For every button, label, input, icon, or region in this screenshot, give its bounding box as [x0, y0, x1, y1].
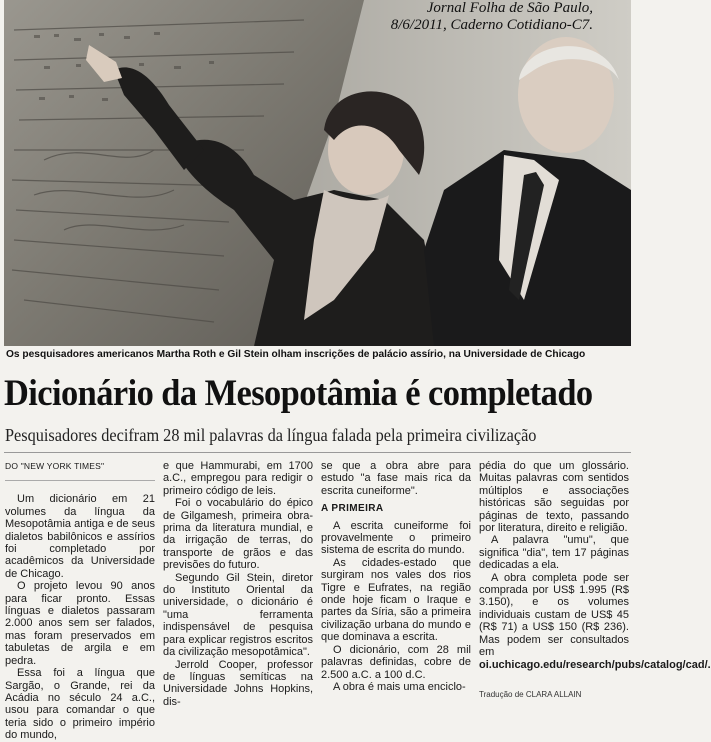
- source-line-1: Jornal Folha de São Paulo,: [426, 0, 593, 16]
- article-column-2: [163, 460, 313, 708]
- paragraph: As cidades-estado que surgiram nos vales dos rios Tigre e Eufrates, na região onde hoje ficam o Iraque e partes da Síria, são a primeira civilização urbana do mundo e que dominava a escrita.: [321, 556, 471, 644]
- subheadline: Pesquisadores decifram 28 mil palavras da língua falada pela primeira civilização: [5, 425, 537, 445]
- section-title: A PRIMEIRA: [321, 503, 384, 515]
- photo-illustration: [4, 0, 631, 346]
- source-stamp: [391, 0, 593, 34]
- paragraph: e que Hammurabi, em 1700 a.C., empregou para redigir o primeiro código de leis.: [163, 460, 313, 497]
- paragraph: O dicionário, com 28 mil palavras definidas, cobre de 2.500 a.C. a 100 d.C.: [321, 643, 471, 681]
- paragraph: Foi o vocabulário do épico de Gilgamesh, primeira obra-prima da literatura mundial, e da irrigação de terras, do transporte de grãos e das previsões do futuro.: [163, 497, 313, 572]
- paragraph: A escrita cuneiforme foi provavelmente o primeiro sistema de escrita do mundo.: [321, 519, 471, 557]
- paragraph: Segundo Gil Stein, diretor do Instituto Oriental da universidade, o dicionário é "uma ferramenta indispensável de pesquisa para explicar registros escritos da civilização mesopotâmica".: [163, 571, 313, 659]
- byline: DO "NEW YORK TIMES": [5, 460, 155, 481]
- paragraph: Essa foi a língua que Sargão, o Grande, rei da Acádia no século 24 a.C., usou para comandar o que teria sido o primeiro império do mundo,: [5, 667, 155, 742]
- article-column-3: [321, 460, 471, 700]
- headline: Dicionário da Mesopotâmia é completado: [4, 373, 593, 414]
- paragraph: A obra é mais uma enciclo-: [333, 680, 466, 693]
- paragraph: A obra completa pode ser comprada por US$ 1.995 (R$ 3.150), e os volumes individuais custam de US$ 45 (R$ 71) a US$ 150 (R$ 236). Mas podem ser consultados em: [479, 571, 629, 659]
- photo-caption: Os pesquisadores americanos Martha Roth e Gil Stein olham inscrições de palácio assírio, na Universidade de Chicago: [6, 349, 586, 360]
- translation-credit: Tradução de CLARA ALLAIN: [479, 690, 582, 699]
- news-photo: [4, 0, 631, 346]
- paragraph: O projeto levou 90 anos para ficar pronto. Essas línguas e dialetos passaram 2.000 anos sem ser falados, mas foram preservados em tabuletas de argila e em pedra.: [5, 580, 155, 667]
- paragraph: Jerrold Cooper, professor de línguas semíticas na Universidade Johns Hopkins, dis-: [163, 658, 313, 708]
- divider: [4, 452, 631, 453]
- paragraph: pédia do que um glossário. Muitas palavras com sentidos múltiplos e associações históricas são seguidas por páginas de texto, passando por literatura, direito e religião.: [479, 460, 629, 535]
- catalog-url[interactable]: oi.uchicago.edu/research/pubs/catalog/cad/.: [479, 658, 711, 671]
- article-column-4: [479, 460, 711, 700]
- paragraph: Um dicionário em 21 volumes da língua da Mesopotâmia antiga e de seus dialetos babilônicos e assírios foi completado por acadêmicos da Universidade de Chicago.: [5, 493, 155, 580]
- paragraph: se que a obra abre para estudo "a fase mais rica da escrita cuneiforme".: [321, 460, 471, 497]
- article-column-1: [5, 460, 155, 742]
- paragraph: A palavra "umu", que significa "dia", tem 17 páginas dedicadas a ela.: [479, 534, 629, 572]
- source-line-2: 8/6/2011, Caderno Cotidiano-C7.: [390, 17, 593, 33]
